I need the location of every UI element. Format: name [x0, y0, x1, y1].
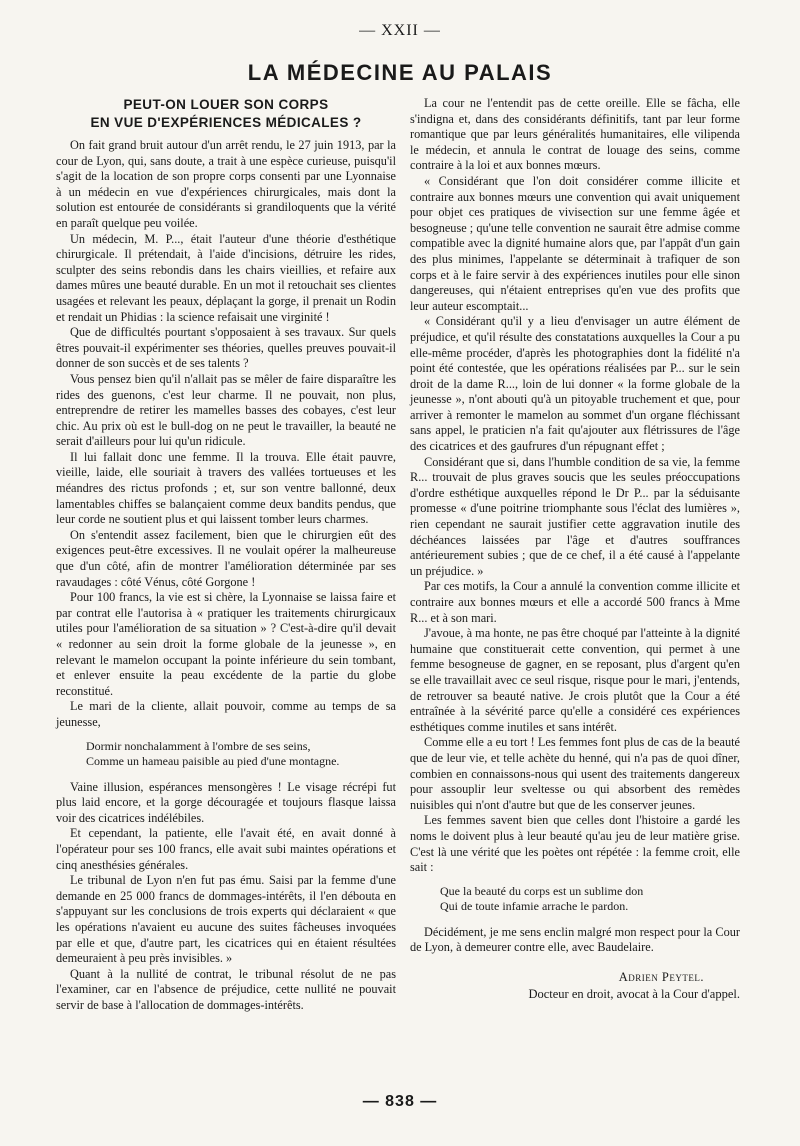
paragraph: Quant à la nullité de contrat, le tribunal résolut de ne pas l'examiner, car en l'absence de préjudice, cette nullité ne pouvait servir de base à l'allocation de dommages-intérêts. [56, 966, 396, 1012]
author-signature: Adrien Peytel. [618, 969, 704, 984]
paragraph: « Considérant que l'on doit considérer comme illicite et contraire aux bonnes mœurs une convention qui avait uniquement pour objet ces pratiques de vivisection sur une femme âgée et besogneuse ; qu'une telle convention ne saurait être admise comme compatible avec la dignité humaine alors que, par l'appât d'un gain des plus minimes, l'appelante se déterminait à trafiquer de son corps et à le faire servir à des expériences inutiles pour elle sinon dangereuses, qui n'étaient entreprises qu'en vue des profits que leur auteur escomptait... [410, 173, 740, 313]
paragraph: Décidément, je me sens enclin malgré mon respect pour la Cour de Lyon, à demeurer contre elle, avec Baudelaire. [410, 924, 740, 955]
author-title: Docteur en droit, avocat à la Cour d'appel. [528, 987, 740, 1002]
verse-quote [86, 739, 396, 770]
paragraph: Un médecin, M. P..., était l'auteur d'une théorie d'esthétique chirurgicale. Il prétendait, à l'aide d'incisions, détruire les rides, sculpter des seins rebondis dans les chairs vieillies, et refaire aux dames mûres une beauté durable. En un mot il retouchait ses clientes usagées et relevant les peaux, déplaçant la gorge, il prenait un Rodin et rendait un Phidias : la science refaisait une virginité ! [56, 231, 396, 324]
right-column [410, 96, 740, 1003]
subtitle-line-2: EN VUE D'EXPÉRIENCES MÉDICALES ? [90, 115, 362, 130]
paragraph: On fait grand bruit autour d'un arrêt rendu, le 27 juin 1913, par la cour de Lyon, qui, sans doute, a trait à une espèce curieuse, puisqu'il s'agit de la location de son propre corps consenti par une Lyonnaise à un médecin en vue d'expériences chirurgicales, mais dont la solution est entourée de considérants si grandiloquents que la vérité en paraît quelque peu voilée. [56, 138, 396, 230]
paragraph: Comme elle a eu tort ! Les femmes font plus de cas de la beauté que de leur vie, et telle achète du henné, qui n'a pas de quoi dîner, combien en connaissons-nous qui usent des traitements dangereux pour assouplir leur sveltesse ou qui absorbent des remèdes nuisibles qui n'ont d'autre but que de les conserver jeunes. [410, 735, 740, 812]
paragraph: On s'entendit assez facilement, bien que le chirurgien eût des exigences peut-être excessives. Il ne voulait opérer la malheureuse que d'un côté, afin de montrer l'amélioration déterminée par ses ravaudages : côté Vénus, côté Gorgone ! [56, 527, 396, 589]
article-subtitle [56, 96, 396, 132]
paragraph: J'avoue, à ma honte, ne pas être choqué par l'atteinte à la dignité humaine que constituerait cette convention, qui permet à une femme besogneuse de gagner, en se reposant, plus d'argent qu'en se elle travaillait avec ce seul risque, risque pour le mari, j'entends, de retrouver sa beauté native. Je crois plutôt que la Cour a été entraînée à la sévérité parce qu'elle a considéré ces expériences esthétiques comme inutiles et sans intérêt. [410, 626, 740, 734]
paragraph: Que de difficultés pourtant s'opposaient à ses travaux. Sur quels êtres pouvait-il expérimenter ses théories, quelles preuves pouvait-il donner de son succès et de ses talents ? [56, 325, 396, 371]
paragraph: Il lui fallait donc une femme. Il la trouva. Elle était pauvre, vieille, laide, elle souriait à travers des vallées tortueuses et les méandres des rictus profonds ; et, sur son ventre ballonné, deux lamentables chiffes se balançaient comme deux bandits pendus, que leur corde ne soutient plus et qui laissent tomber leurs charmes. [56, 449, 396, 527]
paragraph: Et cependant, la patiente, elle l'avait été, en avait donné à l'opérateur pour ses 100 francs, elle avait subi maintes opérations et cinq anesthésies générales. [56, 826, 396, 872]
page-roman-numeral: — XXII — [359, 22, 441, 39]
paragraph: Les femmes savent bien que celles dont l'histoire a gardé les noms le doivent plus à leur beauté qu'au jeu de leur matière grise. C'est là une vérité que les poètes ont répétée : la femme croit, elle sait : [410, 813, 740, 875]
verse-line: Comme un hameau paisible au pied d'une montagne. [86, 754, 340, 769]
page-number: — 838 — [362, 1093, 438, 1110]
paragraph: Vous pensez bien qu'il n'allait pas se mêler de faire disparaître les rides des guenons, c'est leur charme. Il ne pouvait, non plus, entreprendre de retirer les mamelles basses des cobayes, c'est leur chic. Au prix où est le bull-dog on ne peut le travailler, la beauté ne serait d'ailleurs pour lui qu'un ridicule. [56, 371, 396, 449]
paragraph: Le tribunal de Lyon n'en fut pas ému. Saisi par la femme d'une demande en 25 000 francs de dommages-intérêts, il l'en débouta en s'appuyant sur les conclusions de trois experts qui déclaraient « que les opérations n'avaient eu aucune des suites fâcheuses invoquées par elle et que, d'autre part, les cicatrices qui en étaient résultées demeuraient à peu près invisibles. » [56, 873, 396, 966]
paragraph: Par ces motifs, la Cour a annulé la convention comme illicite et contraire aux bonnes mœurs et elle a accordé 500 francs à Mme R... et à son mari. [410, 579, 740, 625]
left-column [56, 96, 396, 1013]
paragraph: Considérant que si, dans l'humble condition de sa vie, la femme R... trouvait de plus graves soucis que les seules préoccupations d'ordre esthétique auxquelles répond le Dr P... par la séduisante promesse « d'une poitrine triomphante sous l'éclat des lumières », rien cependant ne saurait justifier cette aggravation inutile des déchéances laissées par l'âge et d'autres souffrances antérieurement subies ; que de ce chef, il a été causé à l'appelante un préjudice. » [410, 454, 740, 578]
article-section-title: LA MÉDECINE AU PALAIS [247, 60, 553, 85]
paragraph: « Considérant qu'il y a lieu d'envisager un autre élément de préjudice, et qu'il résulte des constatations auxquelles la Cour a pu elle-même procéder, d'après les photographies dont la fidélité n'a point été contestée, que les opérations réalisées par P... sur le sein droit de la dame R..., loin de lui donner « la forme globale de la jeunesse », n'ont abouti qu'à un pitoyable truchement et que, pour arriver à remonter le mamelon au sommet d'un organe fléchissant sans appel, le praticien n'a fait qu'ajouter aux flétrissures de l'âge des cicatrices et des gaufrures d'un répugnant effet ; [410, 314, 740, 454]
paragraph: Pour 100 francs, la vie est si chère, la Lyonnaise se laissa faire et par contrat elle l'autorisa à « pratiquer les traitements chirurgicaux utiles pour l'amélioration de sa situation » ? C'est-à-dire qu'il devait « redonner au sein droit la forme globale de la jeunesse », en relevant le mamelon occupant la pointe inférieure du sein tombant, et enlever ensuite la peau excédente de la partie du globe reconstitué. [56, 590, 396, 698]
paragraph: Vaine illusion, espérances mensongères ! Le visage récrépi fut plus laid encore, et la gorge découragée et toujours flasque laissa voir des cicatrices indélébiles. [56, 779, 396, 825]
verse-line: Qui de toute infamie arrache le pardon. [440, 899, 629, 914]
paragraph: Le mari de la cliente, allait pouvoir, comme au temps de sa jeunesse, [56, 699, 396, 729]
subtitle-line-1: PEUT-ON LOUER SON CORPS [123, 97, 329, 112]
paragraph: La cour ne l'entendit pas de cette oreille. Elle se fâcha, elle s'indigna et, dans des considérants définitifs, tant par leur forme romantique que par leurs généralités humanitaires, elle vilipenda le médecin, et annula le contrat de louage des seins, comme contraire à la loi et aux bonnes mœurs. [410, 96, 740, 173]
verse-quote [440, 884, 740, 915]
verse-line: Que la beauté du corps est un sublime don [440, 883, 644, 898]
verse-line: Dormir nonchalamment à l'ombre de ses seins, [86, 738, 311, 753]
